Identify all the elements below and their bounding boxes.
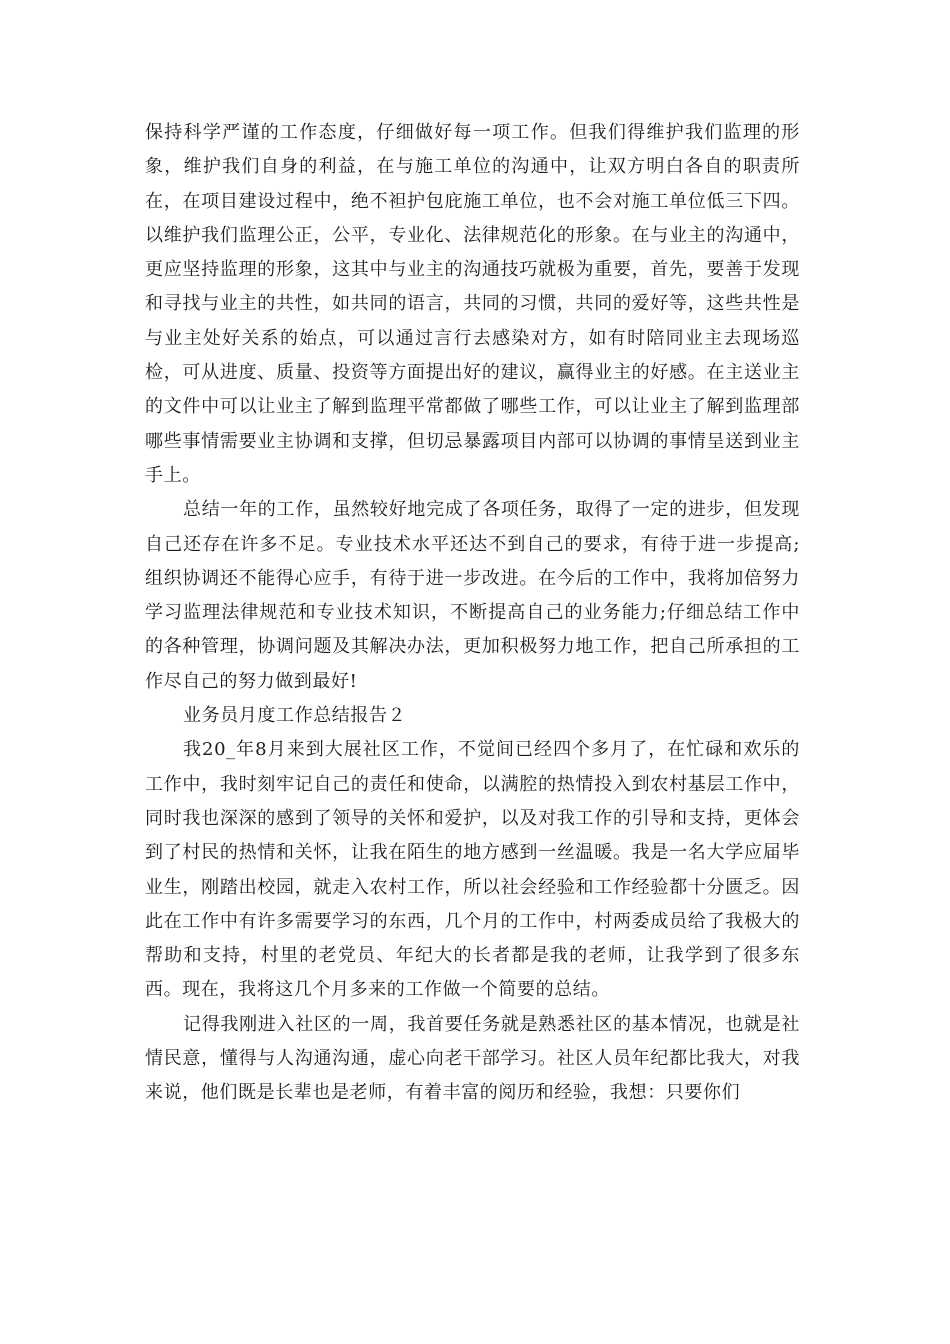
document-page xyxy=(145,116,800,1111)
paragraph-community-work: 我20_年8月来到大展社区工作，不觉间已经四个多月了，在忙碌和欢乐的工作中，我时刻牢记自己的责任和使命，以满腔的热情投入到农村基层工作中，同时我也深深的感到了领导的关怀和爱护，以及对我工作的引导和支持，更体会到了村民的热情和关怀，让我在陌生的地方感到一丝温暖。我是一名大学应届毕业生，刚踏出校园，就走入农村工作，所以社会经验和工作经验都十分匮乏。因此在工作中有许多需要学习的东西，几个月的工作中，村两委成员给了我极大的帮助和支持，村里的老党员、年纪大的长者都是我的老师，让我学到了很多东西。现在，我将这几个月多来的工作做一个简要的总结。 xyxy=(145,739,800,1001)
paragraph-first-week: 记得我刚进入社区的一周，我首要任务就是熟悉社区的基本情况，也就是社情民意，懂得与人沟通沟通，虚心向老干部学习。社区人员年纪都比我大，对我来说，他们既是长辈也是老师，有着丰富的阅历和经验，我想：只要你们 xyxy=(145,1013,800,1104)
paragraph-supervision-image: 保持科学严谨的工作态度，仔细做好每一项工作。但我们得维护我们监理的形象，维护我们自身的利益，在与施工单位的沟通中，让双方明白各自的职责所在，在项目建设过程中，绝不袒护包庇施工单位，也不会对施工单位低三下四。以维护我们监理公正，公平，专业化、法律规范化的形象。在与业主的沟通中，更应坚持监理的形象，这其中与业主的沟通技巧就极为重要，首先，要善于发现和寻找与业主的共性，如共同的语言，共同的习惯，共同的爱好等，这些共性是与业主处好关系的始点，可以通过言行去感染对方，如有时陪同业主去现场巡检，可从进度、质量、投资等方面提出好的建议，赢得业主的好感。在主送业主的文件中可以让业主了解到监理平常都做了哪些工作，可以让业主了解到监理部哪些事情需要业主协调和支撑，但切忌暴露项目内部可以协调的事情呈送到业主手上。 xyxy=(145,122,800,486)
paragraph-annual-summary: 总结一年的工作，虽然较好地完成了各项任务，取得了一定的进步，但发现自己还存在许多不足。专业技术水平还达不到自己的要求，有待于进一步提高;组织协调还不能得心应手，有待于进一步改进。在今后的工作中，我将加倍努力学习监理法律规范和专业技术知识，不断提高自己的业务能力;仔细总结工作中的各种管理，协调问题及其解决办法，更加积极努力地工作，把自己所承担的工作尽自己的努力做到最好! xyxy=(145,499,800,692)
section-heading: 业务员月度工作总结报告２ xyxy=(183,705,407,727)
